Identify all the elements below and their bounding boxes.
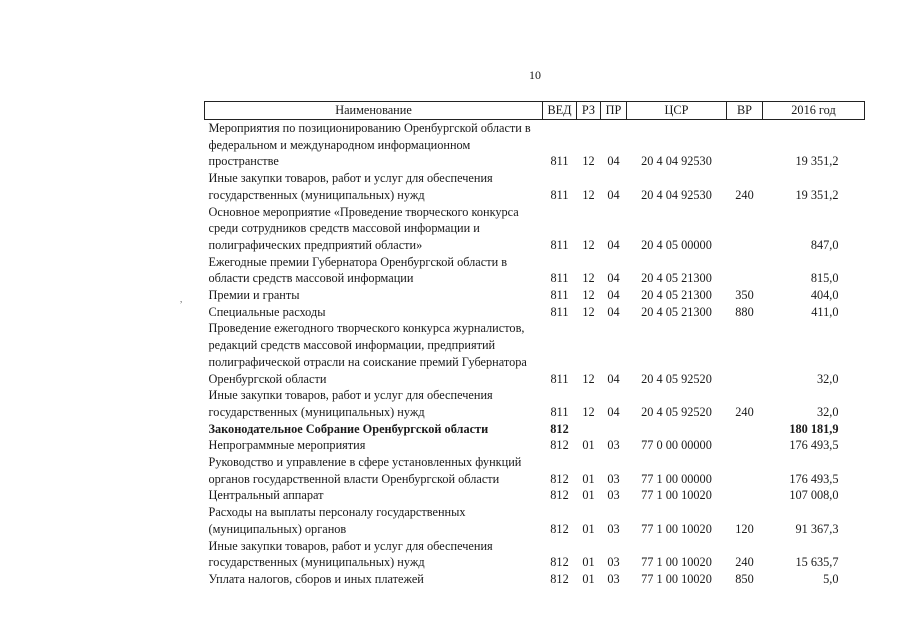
row-ved-cell: 812 bbox=[550, 471, 569, 486]
row-vr-cell: 120 bbox=[735, 521, 754, 536]
row-vr-cell: 240 bbox=[735, 555, 754, 570]
budget-table-container bbox=[204, 101, 864, 588]
row-csr-cell: 20 4 05 92520 bbox=[641, 371, 712, 386]
table-row bbox=[205, 320, 865, 387]
row-amount-cell: 176 493,5 bbox=[789, 471, 839, 486]
page-number-text: 10 bbox=[529, 68, 541, 82]
row-ved-cell: 811 bbox=[550, 154, 569, 169]
page-number bbox=[0, 68, 905, 83]
row-vr-cell bbox=[727, 454, 763, 487]
table-row bbox=[205, 120, 865, 171]
header-pr: ПР bbox=[601, 102, 627, 120]
row-csr-cell: 77 1 00 10020 bbox=[641, 571, 712, 586]
row-amount-cell: 32,0 bbox=[816, 371, 839, 386]
table-row bbox=[205, 287, 865, 304]
row-csr-cell: 20 4 05 21300 bbox=[641, 271, 712, 286]
row-name-cell: Непрограммные мероприятия bbox=[208, 438, 366, 453]
row-pr-cell: 03 bbox=[607, 488, 620, 503]
row-rz-cell: 01 bbox=[582, 555, 595, 570]
row-rz-cell: 12 bbox=[582, 154, 595, 169]
row-pr-cell: 04 bbox=[607, 304, 620, 319]
row-csr-cell: 77 1 00 00000 bbox=[641, 471, 712, 486]
row-vr-cell: 350 bbox=[735, 288, 754, 303]
row-rz-cell: 01 bbox=[582, 438, 595, 453]
table-row bbox=[205, 454, 865, 487]
row-rz-cell: 12 bbox=[582, 187, 595, 202]
row-name-cell: Ежегодные премии Губернатора Оренбургской области в области средств массовой информации bbox=[208, 254, 508, 286]
row-name-cell: Иные закупки товаров, работ и услуг для обеспечения государственных (муниципальных) нужд bbox=[208, 171, 493, 202]
row-ved-cell: 811 bbox=[550, 237, 569, 252]
row-pr-cell: 04 bbox=[607, 237, 620, 252]
row-pr-cell: 04 bbox=[607, 271, 620, 286]
row-name-cell: Законодательное Собрание Оренбургской области bbox=[208, 421, 489, 436]
row-vr-cell bbox=[727, 437, 763, 454]
row-ved-cell: 811 bbox=[550, 271, 569, 286]
row-csr-cell: 77 0 00 00000 bbox=[641, 438, 712, 453]
row-amount-cell: 19 351,2 bbox=[795, 187, 839, 202]
row-pr-cell: 03 bbox=[607, 555, 620, 570]
row-rz-cell: 12 bbox=[582, 304, 595, 319]
row-rz-cell: 12 bbox=[582, 237, 595, 252]
row-csr-cell: 20 4 05 21300 bbox=[641, 304, 712, 319]
row-vr-cell bbox=[727, 421, 763, 438]
row-amount-cell: 815,0 bbox=[810, 271, 839, 286]
row-name-cell: Мероприятия по позиционированию Оренбургской области в федеральном и международном информационном пространстве bbox=[208, 121, 531, 169]
row-vr-cell bbox=[727, 320, 763, 387]
row-pr-cell: 04 bbox=[607, 404, 620, 419]
row-amount-cell: 176 493,5 bbox=[789, 438, 839, 453]
row-pr-cell: 04 bbox=[607, 187, 620, 202]
row-csr-cell: 20 4 05 21300 bbox=[641, 288, 712, 303]
row-rz-cell bbox=[577, 421, 601, 438]
row-csr-cell: 77 1 00 10020 bbox=[641, 521, 712, 536]
row-amount-cell: 5,0 bbox=[823, 571, 839, 586]
row-csr-cell bbox=[627, 421, 727, 438]
table-row bbox=[205, 571, 865, 588]
row-amount-cell: 32,0 bbox=[816, 404, 839, 419]
table-row bbox=[205, 254, 865, 287]
row-vr-cell bbox=[727, 120, 763, 171]
row-pr-cell: 03 bbox=[607, 438, 620, 453]
row-ved-cell: 812 bbox=[550, 488, 569, 503]
table-row bbox=[205, 170, 865, 203]
row-rz-cell: 12 bbox=[582, 371, 595, 386]
header-name: Наименование bbox=[205, 102, 543, 120]
row-amount-cell: 107 008,0 bbox=[789, 488, 839, 503]
row-pr-cell: 04 bbox=[607, 154, 620, 169]
row-amount-cell: 19 351,2 bbox=[795, 154, 839, 169]
row-csr-cell: 77 1 00 10020 bbox=[641, 488, 712, 503]
row-ved-cell: 812 bbox=[550, 555, 569, 570]
row-amount-cell: 180 181,9 bbox=[789, 421, 839, 436]
table-row bbox=[205, 487, 865, 504]
row-pr-cell: 03 bbox=[607, 521, 620, 536]
row-amount-cell: 847,0 bbox=[810, 237, 839, 252]
table-row bbox=[205, 504, 865, 537]
table-row bbox=[205, 387, 865, 420]
row-name-cell: Уплата налогов, сборов и иных платежей bbox=[208, 571, 424, 586]
budget-table bbox=[204, 101, 865, 588]
row-rz-cell: 12 bbox=[582, 271, 595, 286]
row-vr-cell: 850 bbox=[735, 571, 754, 586]
row-ved-cell: 811 bbox=[550, 187, 569, 202]
row-rz-cell: 01 bbox=[582, 521, 595, 536]
row-ved-cell: 811 bbox=[550, 304, 569, 319]
row-amount-cell: 91 367,3 bbox=[795, 521, 839, 536]
row-pr-cell: 04 bbox=[607, 288, 620, 303]
row-ved-cell: 812 bbox=[550, 521, 569, 536]
row-pr-cell bbox=[601, 421, 627, 438]
row-csr-cell: 20 4 04 92530 bbox=[641, 187, 712, 202]
header-vr: ВР bbox=[727, 102, 763, 120]
row-ved-cell: 811 bbox=[550, 404, 569, 419]
row-ved-cell: 812 bbox=[550, 571, 569, 586]
table-row bbox=[205, 304, 865, 321]
row-name-cell: Иные закупки товаров, работ и услуг для обеспечения государственных (муниципальных) нужд bbox=[208, 538, 493, 570]
header-row bbox=[205, 102, 865, 120]
row-ved-cell: 811 bbox=[550, 371, 569, 386]
row-vr-cell: 240 bbox=[735, 404, 754, 419]
table-body bbox=[205, 120, 865, 588]
header-ved: ВЕД bbox=[543, 102, 577, 120]
row-name-cell: Центральный аппарат bbox=[208, 488, 324, 503]
row-amount-cell: 411,0 bbox=[811, 304, 839, 319]
table-row bbox=[205, 437, 865, 454]
table-row bbox=[205, 421, 865, 438]
scan-mark: , bbox=[180, 294, 183, 304]
row-amount-cell: 404,0 bbox=[810, 288, 839, 303]
row-csr-cell: 20 4 04 92530 bbox=[641, 154, 712, 169]
row-rz-cell: 01 bbox=[582, 488, 595, 503]
row-name-cell: Проведение ежегодного творческого конкурса журналистов, редакций средств массовой информации, предприятий полиграфической отрасли на соискание премий Губернатора Оренбургской области bbox=[208, 321, 527, 386]
row-name-cell: Основное мероприятие «Проведение творческого конкурса среди сотрудников средств массовой информации и полиграфических предприятий области» bbox=[208, 204, 519, 252]
row-rz-cell: 01 bbox=[582, 471, 595, 486]
row-amount-cell: 15 635,7 bbox=[795, 555, 839, 570]
row-name-cell: Расходы на выплаты персоналу государственных (муниципальных) органов bbox=[208, 505, 466, 536]
row-vr-cell: 880 bbox=[735, 304, 754, 319]
row-rz-cell: 01 bbox=[582, 571, 595, 586]
row-name-cell: Иные закупки товаров, работ и услуг для обеспечения государственных (муниципальных) нужд bbox=[208, 388, 493, 419]
row-ved-cell: 812 bbox=[550, 438, 569, 453]
header-rz: РЗ bbox=[577, 102, 601, 120]
row-pr-cell: 04 bbox=[607, 371, 620, 386]
row-csr-cell: 20 4 05 92520 bbox=[641, 404, 712, 419]
row-ved-cell: 811 bbox=[550, 288, 569, 303]
row-name-cell: Специальные расходы bbox=[208, 304, 326, 319]
row-pr-cell: 03 bbox=[607, 571, 620, 586]
row-csr-cell: 77 1 00 10020 bbox=[641, 555, 712, 570]
table-row bbox=[205, 204, 865, 254]
row-rz-cell: 12 bbox=[582, 288, 595, 303]
row-pr-cell: 03 bbox=[607, 471, 620, 486]
row-vr-cell bbox=[727, 254, 763, 287]
row-rz-cell: 12 bbox=[582, 404, 595, 419]
header-csr: ЦСР bbox=[627, 102, 727, 120]
row-csr-cell: 20 4 05 00000 bbox=[641, 237, 712, 252]
header-year: 2016 год bbox=[763, 102, 865, 120]
row-vr-cell: 240 bbox=[735, 187, 754, 202]
row-vr-cell bbox=[727, 204, 763, 254]
table-header bbox=[205, 102, 865, 120]
row-name-cell: Руководство и управление в сфере установленных функций органов государственной власти Оренбургской области bbox=[208, 455, 522, 486]
row-vr-cell bbox=[727, 487, 763, 504]
table-row bbox=[205, 538, 865, 571]
row-ved-cell: 812 bbox=[550, 421, 569, 436]
row-name-cell: Премии и гранты bbox=[208, 288, 300, 303]
